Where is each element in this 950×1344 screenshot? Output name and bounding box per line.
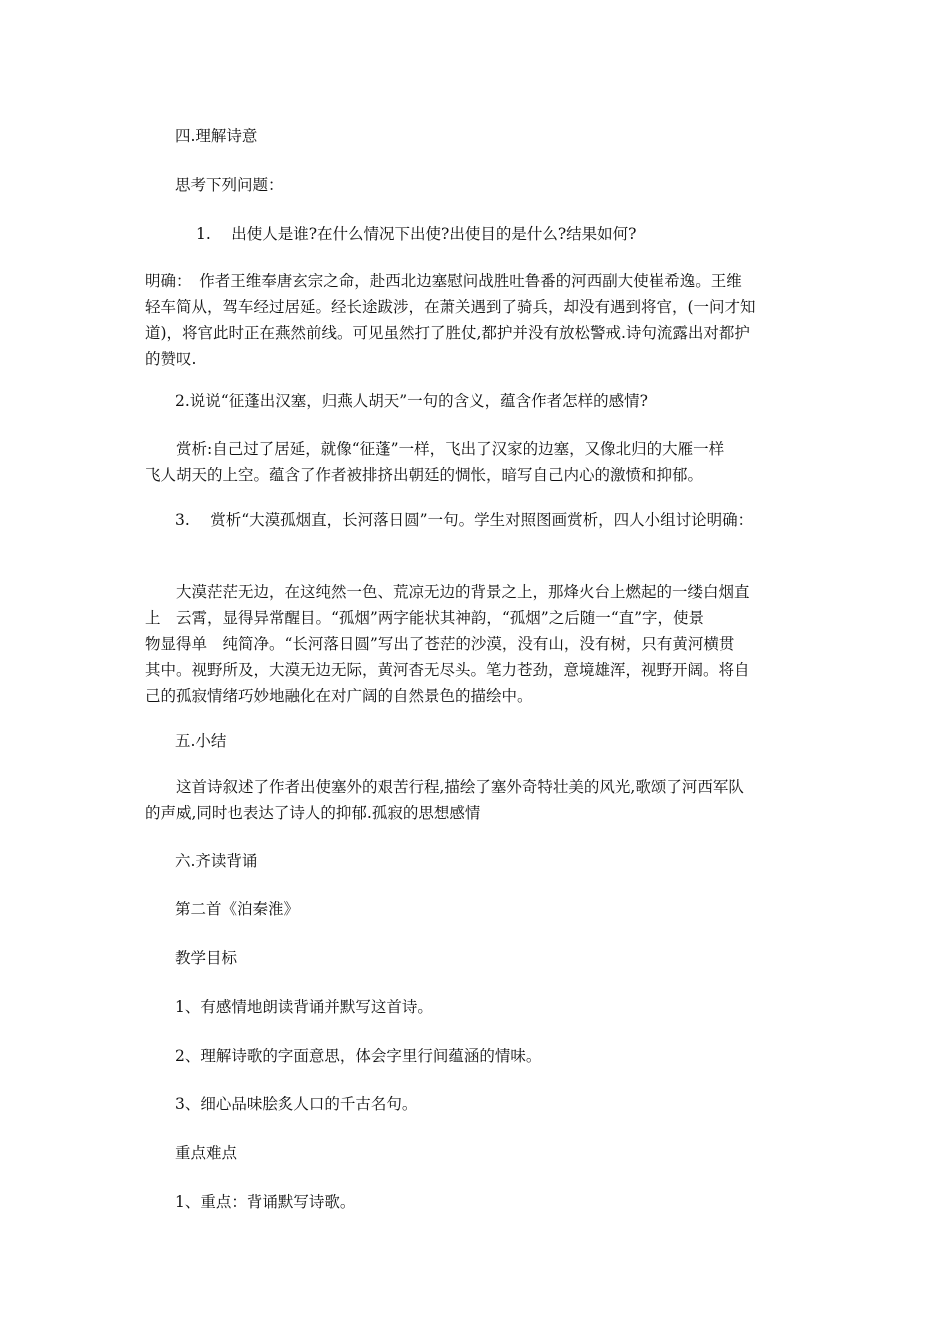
answer-3-line: 上 云霄，显得异常醒目。“孤烟”两字能状其神韵，“孤烟”之后随一“直”字，使景: [145, 609, 705, 627]
summary-line: 的声威,同时也表达了诗人的抑郁.孤寂的思想感情: [145, 804, 481, 822]
think-prompt: 思考下列问题：: [175, 176, 284, 194]
goal-2: 2、理解诗歌的字面意思，体会字里行间蕴涵的情味。: [175, 1047, 542, 1065]
goal-3: 3、细心品味脍炙人口的千古名句。: [175, 1095, 418, 1113]
answer-3-line: 己的孤寂情绪巧妙地融化在对广阔的自然景色的描绘中。: [145, 687, 533, 705]
section-5-heading: 五.小结: [175, 732, 227, 750]
question-2: 2.说说“征蓬出汉塞，归燕人胡天”一句的含义，蕴含作者怎样的感情?: [175, 392, 648, 410]
answer-1-line: 明确： 作者王维奉唐玄宗之命，赴西北边塞慰问战胜吐鲁番的河西副大使崔希逸。王维: [145, 272, 742, 290]
goal-1: 1、有感情地朗读背诵并默写这首诗。: [175, 998, 433, 1016]
answer-2-line: 飞人胡天的上空。蕴含了作者被排挤出朝廷的惆怅，暗写自己内心的激愤和抑郁。: [145, 466, 704, 484]
section-6-heading: 六.齐读背诵: [175, 852, 258, 870]
answer-2: [145, 436, 810, 488]
answer-1-line: 的赞叹.: [145, 350, 197, 368]
answer-3-line: 大漠茫茫无边，在这纯然一色、荒凉无边的背景之上，那烽火台上燃起的一缕白烟直: [145, 583, 750, 601]
answer-1: [145, 268, 810, 372]
answer-1-line: 轻车简从，驾车经过居延。经长途跋涉，在萧关遇到了骑兵，却没有遇到将官，(一问才知: [145, 298, 756, 316]
question-1: 1. 出使人是谁?在什么情况下出使?出使目的是什么?结果如何?: [196, 225, 637, 243]
answer-2-line: 赏析:自己过了居延，就像“征蓬”一样，飞出了汉家的边塞，又像北归的大雁一样: [145, 440, 725, 458]
summary: [145, 774, 810, 826]
question-3: 3. 赏析“大漠孤烟直，长河落日圆”一句。学生对照图画赏析，四人小组讨论明确：: [175, 511, 754, 529]
answer-1-line: 道)，将官此时正在燕然前线。可见虽然打了胜仗,都护并没有放松警戒.诗句流露出对都护: [145, 324, 750, 342]
summary-line: 这首诗叙述了作者出使塞外的艰苦行程,描绘了塞外奇特壮美的风光,歌颂了河西军队: [145, 778, 744, 796]
answer-3-line: 其中。视野所及，大漠无边无际，黄河杳无尽头。笔力苍劲，意境雄浑，视野开阔。将自: [145, 661, 750, 679]
answer-3-line: 物显得单 纯简净。“长河落日圆”写出了苍茫的沙漠，没有山，没有树，只有黄河横贯: [145, 635, 735, 653]
key-points-heading: 重点难点: [175, 1144, 238, 1162]
answer-3: [145, 579, 810, 709]
poem-2-title: 第二首《泊秦淮》: [175, 900, 300, 918]
goals-heading: 教学目标: [175, 949, 238, 967]
key-point-1: 1、重点：背诵默写诗歌。: [175, 1193, 356, 1211]
section-4-heading: 四.理解诗意: [175, 127, 258, 145]
